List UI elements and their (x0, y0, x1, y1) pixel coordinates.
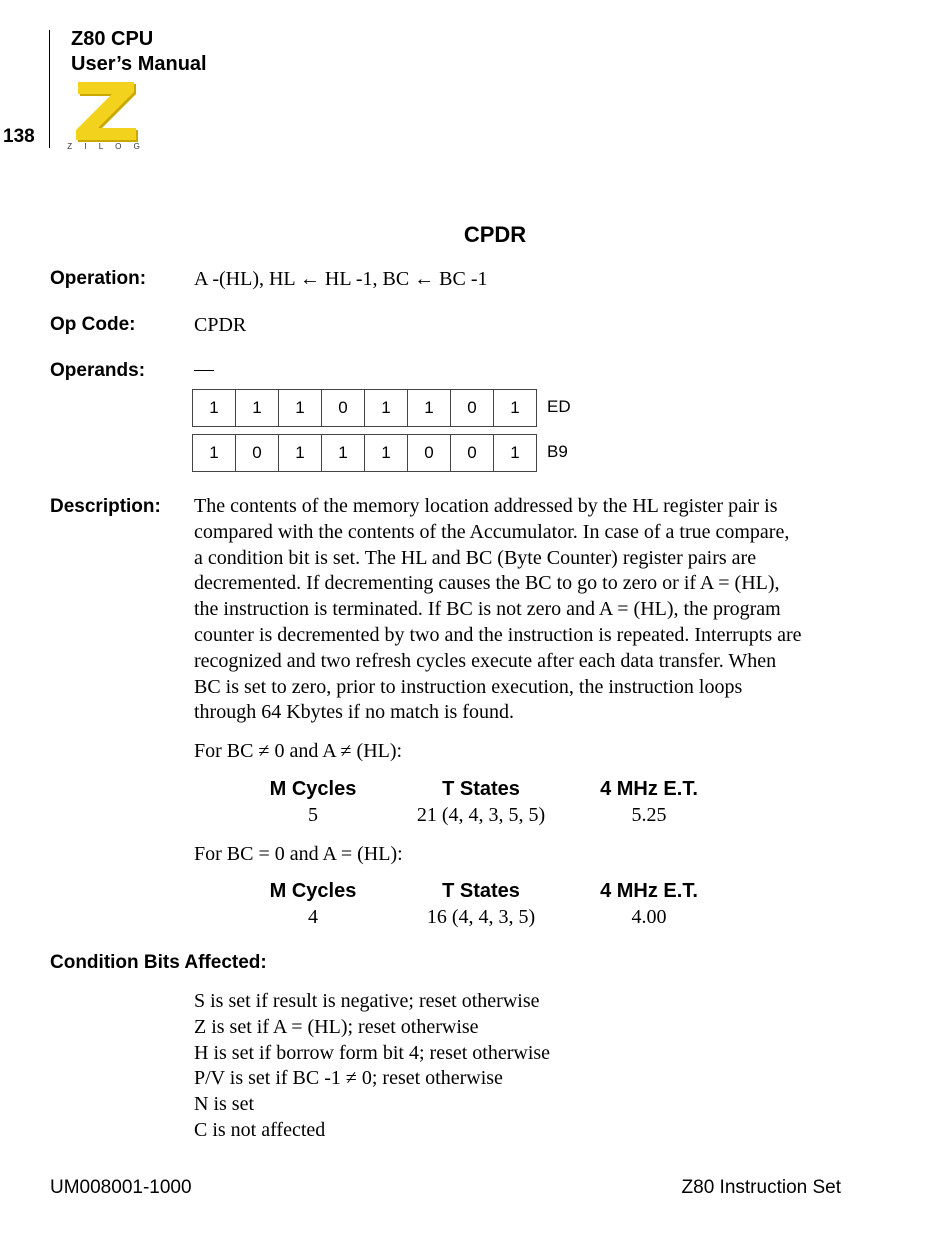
bit-cell: 1 (278, 434, 322, 472)
bit-cell: 1 (235, 389, 279, 427)
opcode-label: Op Code: (50, 314, 136, 335)
opcode-byte-2 (192, 434, 537, 472)
timing-et-value: 5.25 (631, 804, 667, 826)
opcode-value: CPDR (194, 314, 247, 336)
bit-cell: 0 (450, 434, 494, 472)
operation-value: A -(HL), HL ← HL -1, BC ← BC -1 (194, 268, 488, 290)
operation-label: Operation: (50, 268, 147, 289)
timing-header-et: 4 MHz E.T. (600, 880, 698, 902)
manual-title-line2: User’s Manual (71, 53, 207, 75)
description-line: a condition bit is set. The HL and BC (Byte Counter) register pairs are (194, 546, 757, 569)
zilog-logo (67, 78, 145, 151)
footer-section: Z80 Instruction Set (681, 1177, 841, 1198)
timing-header-tstates: T States (442, 880, 520, 902)
timing-header-mcycles: M Cycles (269, 778, 357, 800)
opcode-hex-2: B9 (547, 442, 568, 461)
bit-cell: 1 (493, 389, 537, 427)
operands-label: Operands: (50, 360, 146, 381)
condition-bits-label: Condition Bits Affected: (50, 952, 267, 973)
manual-title (71, 27, 207, 77)
timing-header-et: 4 MHz E.T. (600, 778, 698, 800)
description-line: through 64 Kbytes if no match is found. (194, 701, 514, 724)
manual-title-line1: Z80 CPU (71, 28, 154, 50)
page-number: 138 (3, 126, 35, 147)
bit-cell: 1 (364, 434, 408, 472)
description-line: The contents of the memory location addressed by the HL register pair is (194, 495, 778, 517)
condition-bit-item: N is set (194, 1093, 254, 1116)
bit-cell: 0 (235, 434, 279, 472)
condition-bit-item: S is set if result is negative; reset otherwise (194, 990, 540, 1012)
bit-cell: 1 (321, 434, 365, 472)
bit-cell: 1 (192, 389, 236, 427)
timing-et-value: 4.00 (631, 906, 667, 928)
timing-mcycles-value: 4 (308, 906, 318, 928)
timing-tstates-value: 16 (4, 4, 3, 5) (426, 906, 536, 928)
condition-bit-item: C is not affected (194, 1118, 326, 1141)
timing-header-mcycles: M Cycles (269, 880, 357, 902)
description-line: counter is decremented by two and the instruction is repeated. Interrupts are (194, 623, 802, 646)
bit-cell: 0 (407, 434, 451, 472)
header-rule (49, 30, 50, 148)
instruction-mnemonic: CPDR (463, 222, 527, 247)
bit-cell: 1 (192, 434, 236, 472)
timing-mcycles-value: 5 (308, 804, 318, 826)
timing-header-tstates: T States (442, 778, 520, 800)
description-line: recognized and two refresh cycles execute after each data transfer. When (194, 649, 777, 672)
description-line: decremented. If decrementing causes the BC to go to zero or if A = (HL), (194, 572, 780, 595)
condition-bits-list (194, 989, 550, 1144)
description-body (194, 494, 854, 726)
description-line: compared with the contents of the Accumulator. In case of a true compare, (194, 520, 790, 543)
bit-cell: 1 (278, 389, 322, 427)
condition-bit-item: Z is set if A = (HL); reset otherwise (194, 1015, 479, 1038)
bit-cell: 1 (407, 389, 451, 427)
timing-tstates-value: 21 (4, 4, 3, 5, 5) (416, 804, 546, 826)
description-line: the instruction is terminated. If BC is not zero and A = (HL), the program (194, 598, 781, 621)
bit-cell: 1 (493, 434, 537, 472)
opcode-hex-1: ED (547, 397, 571, 416)
footer-doc-number: UM008001-1000 (50, 1177, 192, 1198)
condition-bit-item: H is set if borrow form bit 4; reset otherwise (194, 1041, 551, 1064)
description-line: BC is set to zero, prior to instruction execution, the instruction loops (194, 675, 743, 698)
timing-condition-1: For BC ≠ 0 and A ≠ (HL): (194, 740, 403, 762)
timing-condition-2: For BC = 0 and A = (HL): (194, 843, 403, 865)
description-label: Description: (50, 496, 161, 517)
operands-value: — (194, 358, 214, 380)
bit-cell: 0 (321, 389, 365, 427)
condition-bit-item: P/V is set if BC -1 ≠ 0; reset otherwise (194, 1067, 503, 1090)
bit-cell: 0 (450, 389, 494, 427)
bit-cell: 1 (364, 389, 408, 427)
opcode-byte-1 (192, 389, 537, 427)
logo-wordmark: Z I L O G (67, 142, 145, 151)
